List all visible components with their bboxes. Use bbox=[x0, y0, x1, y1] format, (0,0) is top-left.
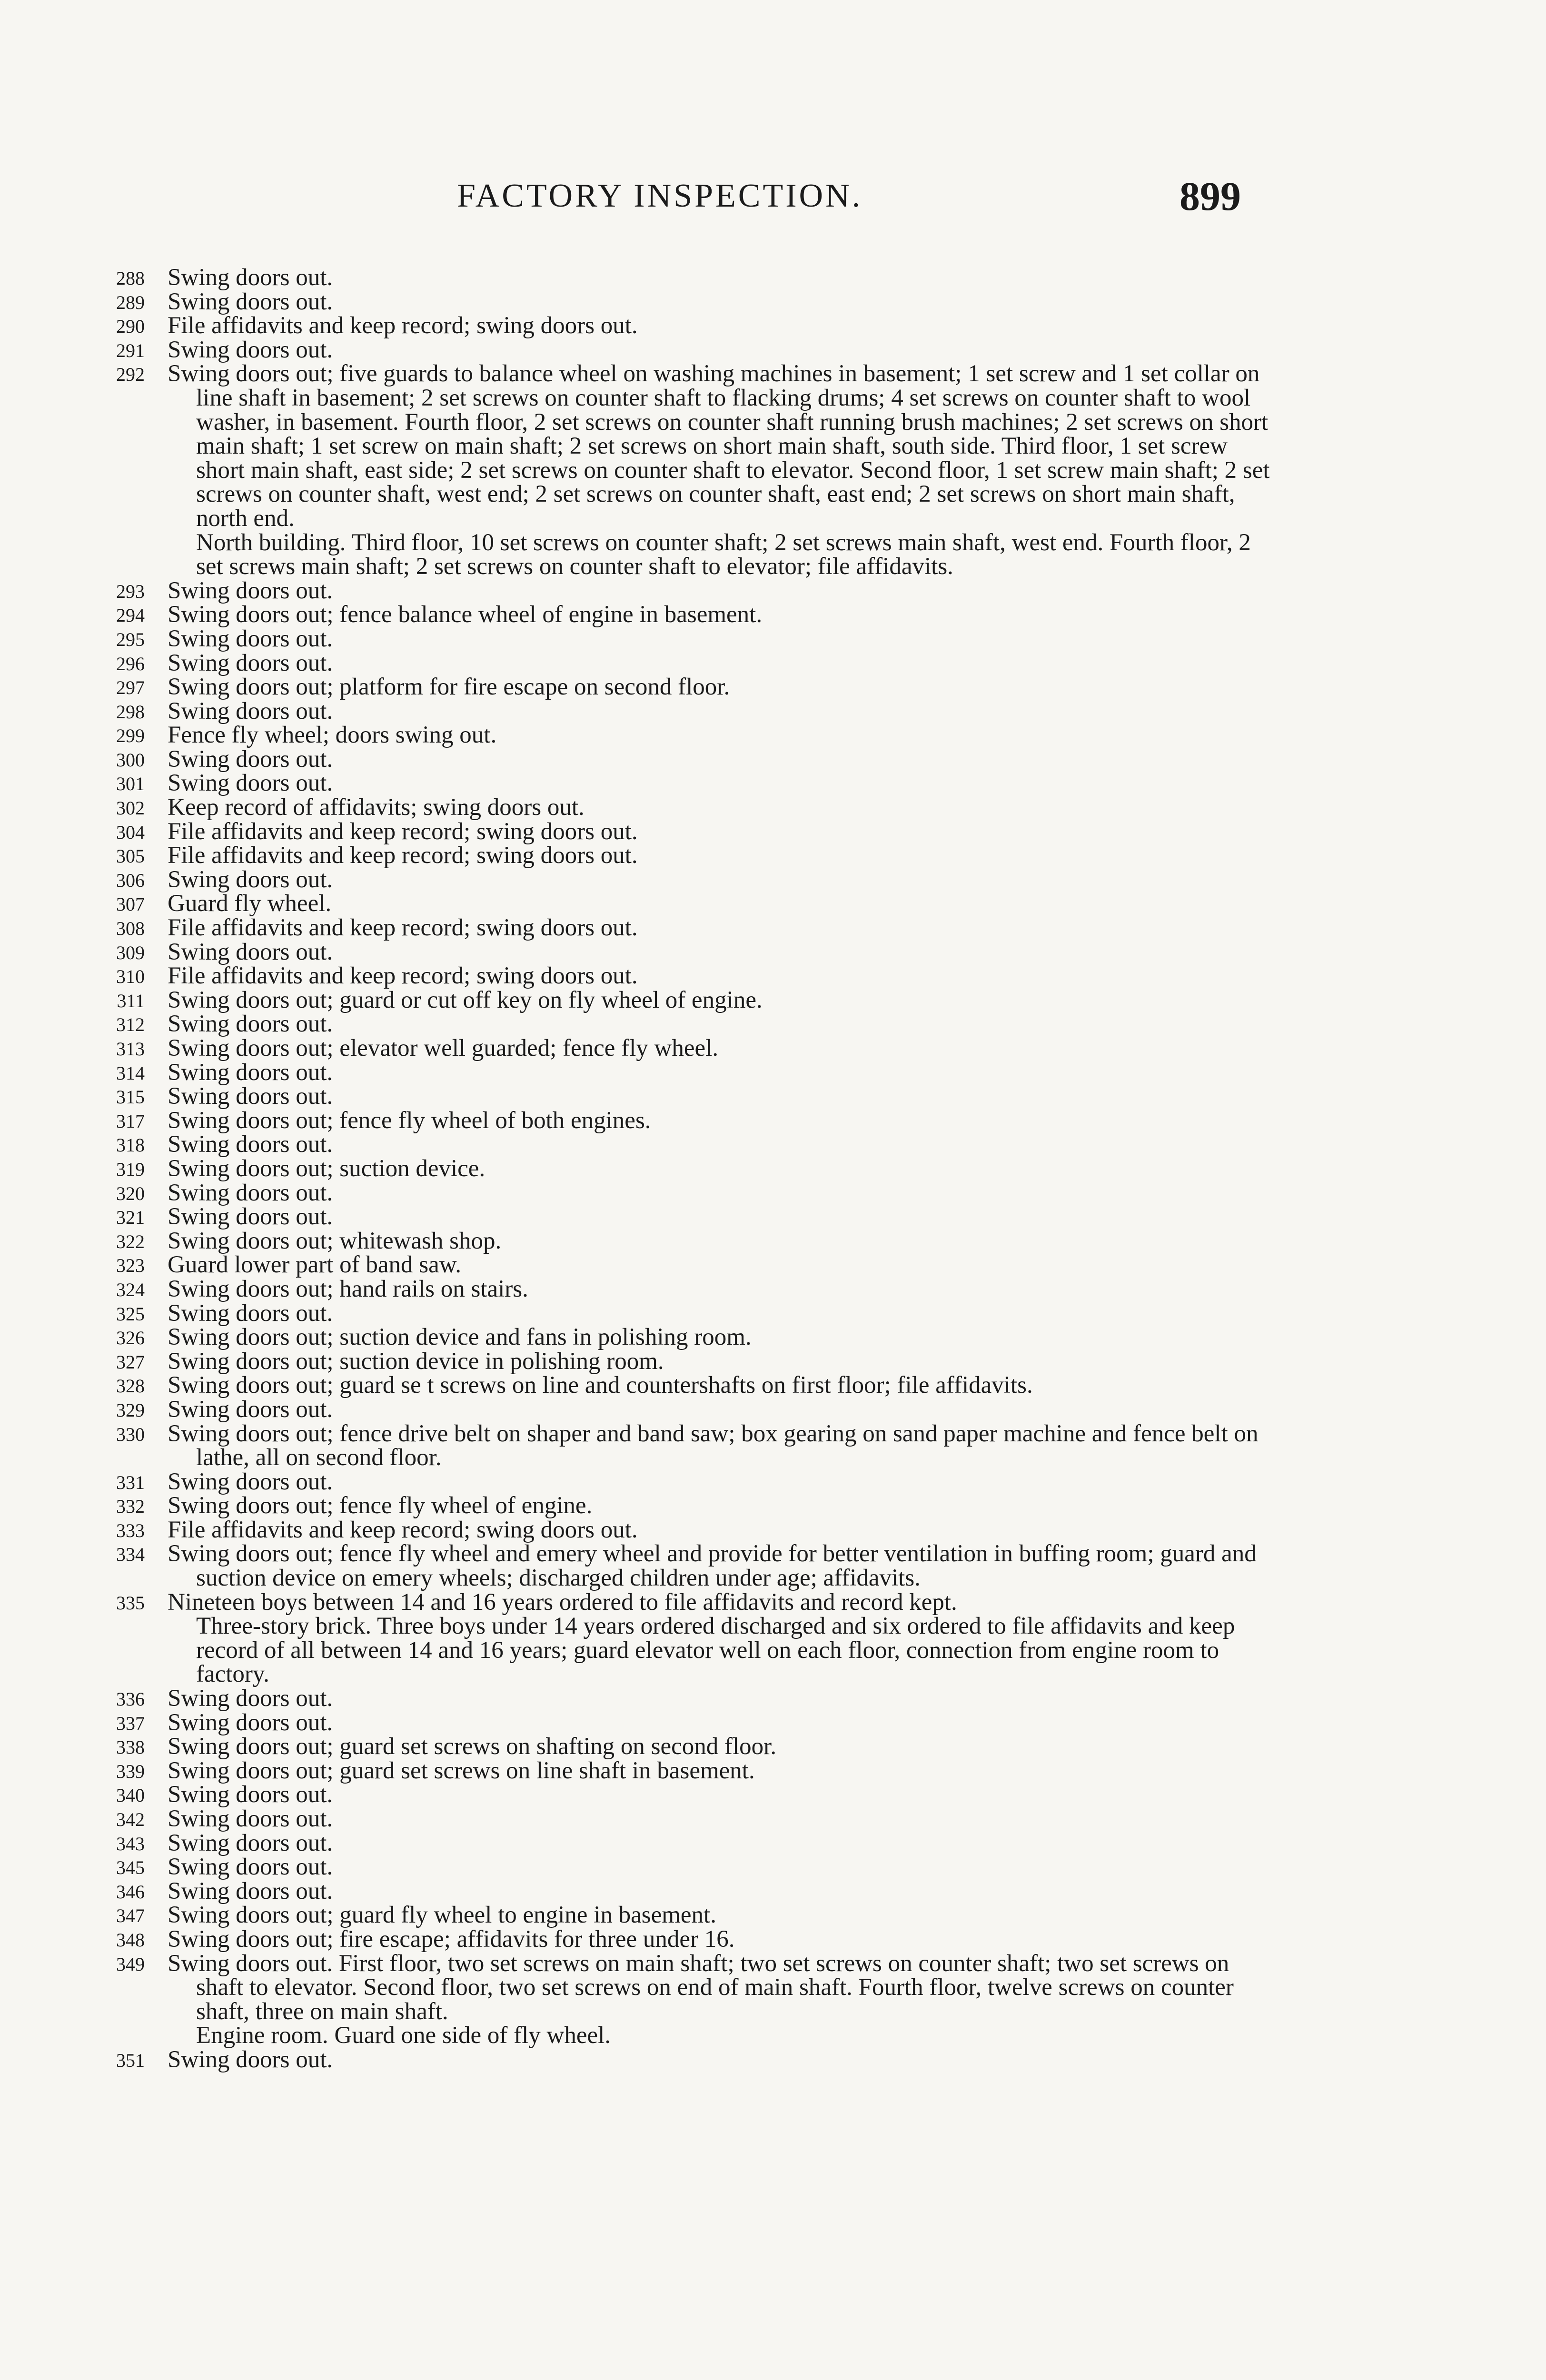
entry-text: Swing doors out. bbox=[168, 1854, 333, 1881]
entry-320 bbox=[0, 1181, 1546, 1205]
entry-294 bbox=[0, 603, 1546, 627]
entry-297 bbox=[0, 675, 1546, 699]
entry-333 bbox=[0, 1518, 1546, 1542]
entry-309 bbox=[0, 940, 1546, 964]
entry-text: Guard lower part of band saw. bbox=[168, 1251, 461, 1279]
entry-number: 338 bbox=[116, 1736, 145, 1758]
entry-307 bbox=[0, 892, 1546, 916]
entry-number: 302 bbox=[116, 797, 145, 819]
entry-number: 332 bbox=[116, 1496, 145, 1517]
entry-text: Swing doors out. bbox=[168, 1685, 333, 1712]
entry-321 bbox=[0, 1205, 1546, 1229]
entry-text: Swing doors out; fence fly wheel and emery wheel and provide for better ventilation in buffing room; guard and suction device on emery wheels; discharged children under age; affidavits. bbox=[168, 1540, 1257, 1592]
entry-332 bbox=[0, 1494, 1546, 1518]
entry-number: 297 bbox=[116, 677, 145, 699]
entry-292 bbox=[0, 362, 1546, 530]
entry-326 bbox=[0, 1325, 1546, 1349]
entry-329 bbox=[0, 1398, 1546, 1422]
entry-text: Swing doors out. bbox=[168, 1396, 333, 1423]
entry-314 bbox=[0, 1061, 1546, 1085]
entry-number: 301 bbox=[116, 773, 145, 795]
entry-346 bbox=[0, 1879, 1546, 1904]
entry-text: Swing doors out. bbox=[168, 577, 333, 604]
entry-text: Swing doors out; fence fly wheel of engine. bbox=[168, 1492, 593, 1519]
entry-288 bbox=[0, 266, 1546, 290]
entry-number: 305 bbox=[116, 845, 145, 867]
entry-number: 294 bbox=[116, 605, 145, 626]
entry-number: 323 bbox=[116, 1255, 145, 1277]
page-number: 899 bbox=[1179, 173, 1241, 219]
entry-text: North building. Third floor, 10 set screws on counter shaft; 2 set screws main shaft, west end. Fourth floor, 2 set screws main shaft; 2 set screws on counter shaft to elevator; file affidavits. bbox=[196, 529, 1251, 580]
entry-number: 298 bbox=[116, 701, 145, 723]
entry-text: Swing doors out. bbox=[168, 1781, 333, 1808]
entry-number: 331 bbox=[116, 1471, 145, 1493]
entry-number: 336 bbox=[116, 1688, 145, 1710]
entry-334 bbox=[0, 1542, 1546, 1590]
entry-343 bbox=[0, 1831, 1546, 1855]
entry-number: 351 bbox=[116, 2049, 145, 2071]
entry-312 bbox=[0, 1012, 1546, 1036]
entry-text: Fence fly wheel; doors swing out. bbox=[168, 722, 497, 749]
entry-331 bbox=[0, 1470, 1546, 1494]
entry-335 bbox=[0, 1590, 1546, 1615]
entry-number: 308 bbox=[116, 918, 145, 940]
entry-number: 288 bbox=[116, 268, 145, 289]
entry-number: 347 bbox=[116, 1905, 145, 1927]
entry-290 bbox=[0, 314, 1546, 338]
entry-310 bbox=[0, 964, 1546, 988]
entry-number: 314 bbox=[116, 1062, 145, 1084]
inspection-entries-list bbox=[0, 266, 1546, 2072]
entry-text: File affidavits and keep record; swing doors out. bbox=[168, 962, 638, 990]
entry-number: 315 bbox=[116, 1086, 145, 1108]
entry-number: 342 bbox=[116, 1809, 145, 1830]
entry-number: 328 bbox=[116, 1375, 145, 1397]
entry-311 bbox=[0, 988, 1546, 1012]
entry-number: 309 bbox=[116, 942, 145, 963]
entry-text: Swing doors out. bbox=[168, 697, 333, 724]
entry-291 bbox=[0, 338, 1546, 362]
entry-number: 345 bbox=[116, 1857, 145, 1879]
entry-number: 330 bbox=[116, 1423, 145, 1445]
entry-number: 293 bbox=[116, 580, 145, 602]
entry-text: Swing doors out. bbox=[168, 2046, 333, 2073]
entry-text: Swing doors out; fire escape; affidavits for three under 16. bbox=[168, 1925, 735, 1953]
entry-342 bbox=[0, 1807, 1546, 1831]
entry-text: Three-story brick. Three boys under 14 years ordered discharged and six ordered to file affidavits and keep record of all between 14 and 16 years; guard elevator well on each floor, connection from engine room to factory. bbox=[196, 1613, 1235, 1688]
entry-text: Swing doors out; suction device and fans in polishing room. bbox=[168, 1324, 752, 1351]
entry-304 bbox=[0, 820, 1546, 844]
entry-continuation bbox=[0, 1614, 1546, 1686]
entry-number: 307 bbox=[116, 893, 145, 915]
entry-text: File affidavits and keep record; swing doors out. bbox=[168, 1516, 638, 1543]
entry-text: Swing doors out; five guards to balance wheel on washing machines in basement; 1 set screw and 1 set collar on line shaft in basement; 2 set screws on counter shaft to flacking drums; 4 set screws on counter shaft to wool washer, in basement. Fourth floor, 2 set screws on counter shaft running brush machines; 2 set screws on short main shaft; 1 set screw on main shaft; 2 set screws on short main shaft, south side. Third floor, 1 set screw short main shaft, east side; 2 set screws on counter shaft to elevator. Second floor, 1 set screw main shaft; 2 set screws on counter shaft, west end; 2 set screws on counter shaft, east end; 2 set screws on short main shaft, north end. bbox=[168, 360, 1270, 532]
entry-text: Swing doors out. bbox=[168, 745, 333, 773]
entry-text: Swing doors out. bbox=[168, 264, 333, 291]
entry-text: Swing doors out. First floor, two set screws on main shaft; two set screws on counter shaft; two set screws on shaft to elevator. Second floor, two set screws on end of main shaft. Fourth floor, twelve screws on counter shaft, three on main shaft. bbox=[168, 1950, 1234, 2025]
entry-text: Swing doors out. bbox=[168, 1179, 333, 1206]
entry-number: 326 bbox=[116, 1327, 145, 1349]
entry-number: 346 bbox=[116, 1881, 145, 1903]
entry-289 bbox=[0, 290, 1546, 314]
entry-text: Swing doors out. bbox=[168, 1059, 333, 1086]
entry-text: Engine room. Guard one side of fly wheel. bbox=[196, 2022, 611, 2049]
entry-text: Swing doors out; guard se t screws on line and countershafts on first floor; file affidavits. bbox=[168, 1372, 1033, 1399]
entry-number: 333 bbox=[116, 1519, 145, 1541]
entry-number: 348 bbox=[116, 1929, 145, 1951]
entry-328 bbox=[0, 1373, 1546, 1398]
entry-295 bbox=[0, 627, 1546, 651]
entry-number: 324 bbox=[116, 1279, 145, 1300]
entry-293 bbox=[0, 579, 1546, 603]
entry-number: 311 bbox=[117, 990, 145, 1012]
entry-text: Swing doors out; suction device. bbox=[168, 1155, 486, 1182]
entry-327 bbox=[0, 1349, 1546, 1374]
entry-number: 349 bbox=[116, 1953, 145, 1975]
entry-302 bbox=[0, 795, 1546, 820]
entry-number: 319 bbox=[116, 1158, 145, 1180]
entry-number: 313 bbox=[116, 1038, 145, 1060]
entry-number: 317 bbox=[116, 1110, 145, 1132]
entry-306 bbox=[0, 868, 1546, 892]
entry-text: Keep record of affidavits; swing doors out. bbox=[168, 794, 585, 821]
entry-298 bbox=[0, 699, 1546, 724]
entry-313 bbox=[0, 1036, 1546, 1061]
entry-text: Swing doors out; fence fly wheel of both engines. bbox=[168, 1107, 651, 1134]
entry-300 bbox=[0, 747, 1546, 772]
entry-number: 343 bbox=[116, 1833, 145, 1854]
entry-296 bbox=[0, 651, 1546, 675]
entry-number: 322 bbox=[116, 1230, 145, 1252]
entry-number: 327 bbox=[116, 1351, 145, 1373]
entry-318 bbox=[0, 1132, 1546, 1157]
entry-322 bbox=[0, 1229, 1546, 1253]
entry-text: Swing doors out; suction device in polishing room. bbox=[168, 1348, 664, 1375]
entry-text: Swing doors out; whitewash shop. bbox=[168, 1227, 502, 1254]
entry-338 bbox=[0, 1735, 1546, 1759]
entry-text: File affidavits and keep record; swing doors out. bbox=[168, 312, 638, 339]
entry-number: 290 bbox=[116, 316, 145, 337]
entry-number: 310 bbox=[116, 966, 145, 988]
entry-330 bbox=[0, 1422, 1546, 1470]
entry-349 bbox=[0, 1952, 1546, 2024]
entry-text: Swing doors out. bbox=[168, 1203, 333, 1230]
entry-text: Swing doors out; guard fly wheel to engine in basement. bbox=[168, 1902, 716, 1929]
entry-text: Swing doors out. bbox=[168, 1805, 333, 1832]
entry-text: Nineteen boys between 14 and 16 years ordered to file affidavits and record kept. bbox=[168, 1588, 957, 1616]
entry-continuation bbox=[0, 531, 1546, 579]
entry-text: Swing doors out. bbox=[168, 1877, 333, 1904]
entry-299 bbox=[0, 723, 1546, 747]
entry-339 bbox=[0, 1759, 1546, 1783]
entry-text: File affidavits and keep record; swing doors out. bbox=[168, 842, 638, 869]
entry-348 bbox=[0, 1927, 1546, 1952]
entry-317 bbox=[0, 1109, 1546, 1133]
entry-text: Swing doors out. bbox=[168, 938, 333, 965]
entry-336 bbox=[0, 1686, 1546, 1711]
entry-308 bbox=[0, 916, 1546, 940]
entry-319 bbox=[0, 1157, 1546, 1181]
entry-text: Swing doors out. bbox=[168, 1131, 333, 1158]
entry-number: 321 bbox=[116, 1207, 145, 1229]
running-title: FACTORY INSPECTION. bbox=[457, 178, 863, 214]
entry-number: 334 bbox=[116, 1544, 145, 1566]
entry-text: Swing doors out. bbox=[168, 625, 333, 652]
entry-text: Swing doors out. bbox=[168, 288, 333, 315]
entry-text: Swing doors out; hand rails on stairs. bbox=[168, 1275, 528, 1302]
entry-345 bbox=[0, 1855, 1546, 1879]
entry-continuation bbox=[0, 2023, 1546, 2048]
entry-number: 291 bbox=[116, 339, 145, 361]
entry-number: 299 bbox=[116, 725, 145, 747]
entry-number: 306 bbox=[116, 869, 145, 891]
entry-number: 339 bbox=[116, 1760, 145, 1782]
entry-number: 318 bbox=[116, 1134, 145, 1156]
entry-number: 335 bbox=[116, 1592, 145, 1614]
entry-number: 292 bbox=[116, 364, 145, 386]
entry-text: Swing doors out. bbox=[168, 1468, 333, 1495]
entry-number: 296 bbox=[116, 653, 145, 674]
entry-number: 300 bbox=[116, 749, 145, 771]
entry-text: Swing doors out. bbox=[168, 866, 333, 893]
entry-number: 325 bbox=[116, 1303, 145, 1325]
entry-325 bbox=[0, 1301, 1546, 1326]
entry-text: Swing doors out; guard set screws on shafting on second floor. bbox=[168, 1733, 777, 1760]
entry-text: Swing doors out; guard or cut off key on fly wheel of engine. bbox=[168, 986, 763, 1013]
entry-text: Swing doors out; platform for fire escape on second floor. bbox=[168, 674, 730, 701]
entry-text: File affidavits and keep record; swing doors out. bbox=[168, 914, 638, 942]
entry-text: Swing doors out. bbox=[168, 1083, 333, 1110]
entry-323 bbox=[0, 1253, 1546, 1277]
entry-337 bbox=[0, 1711, 1546, 1735]
entry-number: 337 bbox=[116, 1712, 145, 1734]
entry-text: Swing doors out. bbox=[168, 649, 333, 676]
entry-text: File affidavits and keep record; swing doors out. bbox=[168, 818, 638, 845]
entry-301 bbox=[0, 771, 1546, 795]
entry-number: 289 bbox=[116, 291, 145, 313]
entry-number: 329 bbox=[116, 1399, 145, 1421]
entry-text: Swing doors out; fence balance wheel of engine in basement. bbox=[168, 601, 763, 628]
entry-number: 304 bbox=[116, 821, 145, 843]
entry-340 bbox=[0, 1783, 1546, 1807]
entry-text: Swing doors out; guard set screws on line shaft in basement. bbox=[168, 1757, 755, 1784]
entry-number: 312 bbox=[116, 1014, 145, 1036]
entry-text: Swing doors out; elevator well guarded; fence fly wheel. bbox=[168, 1035, 719, 1061]
entry-351 bbox=[0, 2048, 1546, 2072]
entry-text: Swing doors out. bbox=[168, 1829, 333, 1856]
entry-text: Guard fly wheel. bbox=[168, 890, 332, 917]
entry-305 bbox=[0, 843, 1546, 868]
entry-number: 340 bbox=[116, 1785, 145, 1806]
entry-text: Swing doors out. bbox=[168, 1709, 333, 1736]
entry-347 bbox=[0, 1903, 1546, 1927]
entry-text: Swing doors out. bbox=[168, 770, 333, 797]
entry-text: Swing doors out. bbox=[168, 1299, 333, 1327]
entry-text: Swing doors out. bbox=[168, 336, 333, 363]
entry-text: Swing doors out; fence drive belt on shaper and band saw; box gearing on sand paper machine and fence belt on lathe, all on second floor. bbox=[168, 1420, 1259, 1471]
entry-text: Swing doors out. bbox=[168, 1011, 333, 1038]
entry-324 bbox=[0, 1277, 1546, 1301]
entry-number: 320 bbox=[116, 1182, 145, 1204]
entry-number: 295 bbox=[116, 628, 145, 650]
entry-315 bbox=[0, 1084, 1546, 1109]
